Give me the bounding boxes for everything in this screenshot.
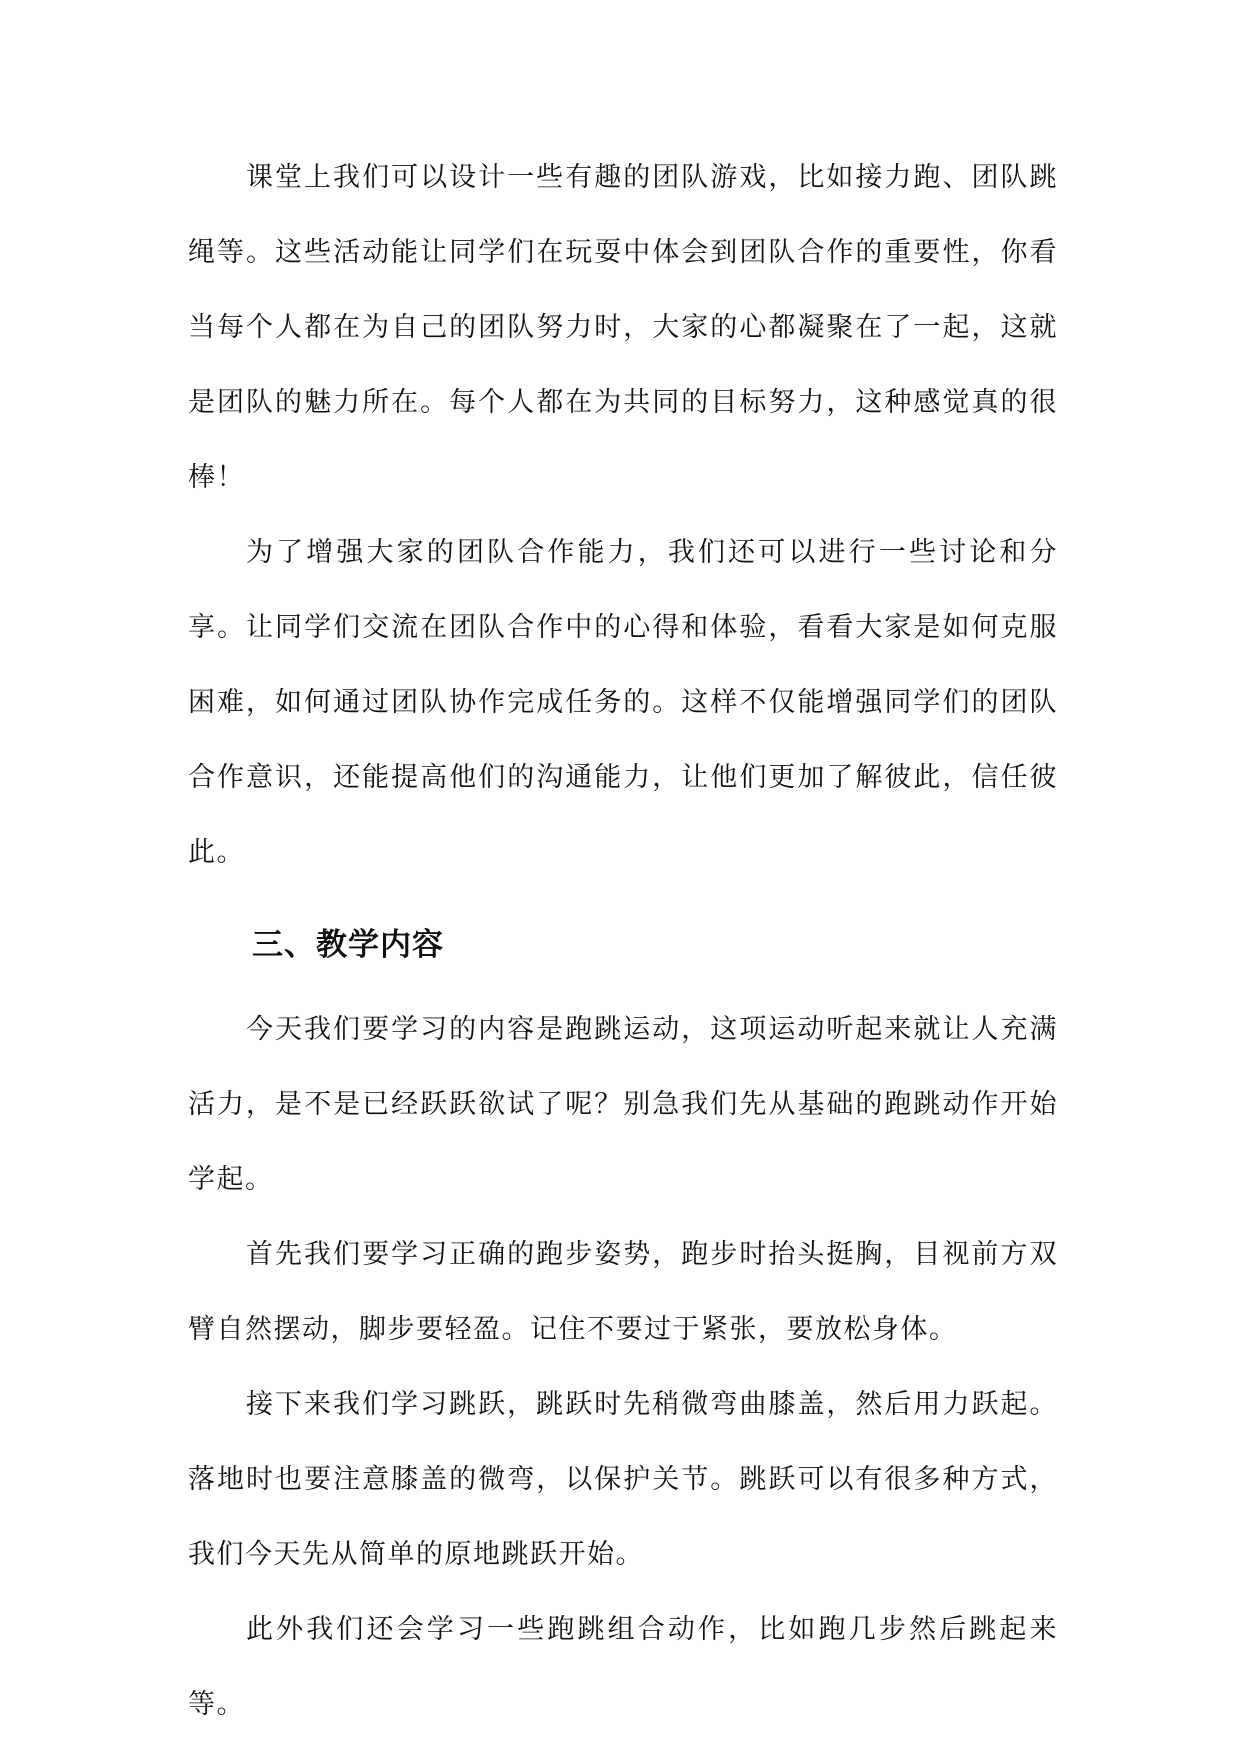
document-body — [188, 140, 1058, 1742]
paragraph-jumping: 接下来我们学习跳跃，跳跃时先稍微弯曲膝盖，然后用力跃起。落地时也要注意膝盖的微弯，以保护关节。跳跃可以有很多种方式，我们今天先从简单的原地跳跃开始。 — [188, 1389, 1058, 1570]
section-heading: 三、教学内容 — [252, 927, 444, 963]
paragraph-team-discussion: 为了增强大家的团队合作能力，我们还可以进行一些讨论和分享。让同学们交流在团队合作中的心得和体验，看看大家是如何克服困难，如何通过团队协作完成任务的。这样不仅能增强同学们的团队合作意识，还能提高他们的沟通能力，让他们更加了解彼此，信任彼此。 — [188, 537, 1058, 868]
paragraph-running-posture: 首先我们要学习正确的跑步姿势，跑步时抬头挺胸，目视前方双臂自然摆动，脚步要轻盈。记住不要过于紧张，要放松身体。 — [188, 1239, 1058, 1345]
paragraph-team-games: 课堂上我们可以设计一些有趣的团队游戏，比如接力跑、团队跳绳等。这些活动能让同学们在玩耍中体会到团队合作的重要性，你看当每个人都在为自己的团队努力时，大家的心都凝聚在了一起，这就是团队的魅力所在。每个人都在为共同的目标努力，这种感觉真的很棒！ — [188, 162, 1058, 493]
paragraph-running-jumping-intro: 今天我们要学习的内容是跑跳运动，这项运动听起来就让人充满活力，是不是已经跃跃欲试了呢？别急我们先从基础的跑跳动作开始学起。 — [188, 1014, 1058, 1195]
paragraph-combo-moves: 此外我们还会学习一些跑跳组合动作，比如跑几步然后跳起来等。 — [188, 1614, 1058, 1720]
